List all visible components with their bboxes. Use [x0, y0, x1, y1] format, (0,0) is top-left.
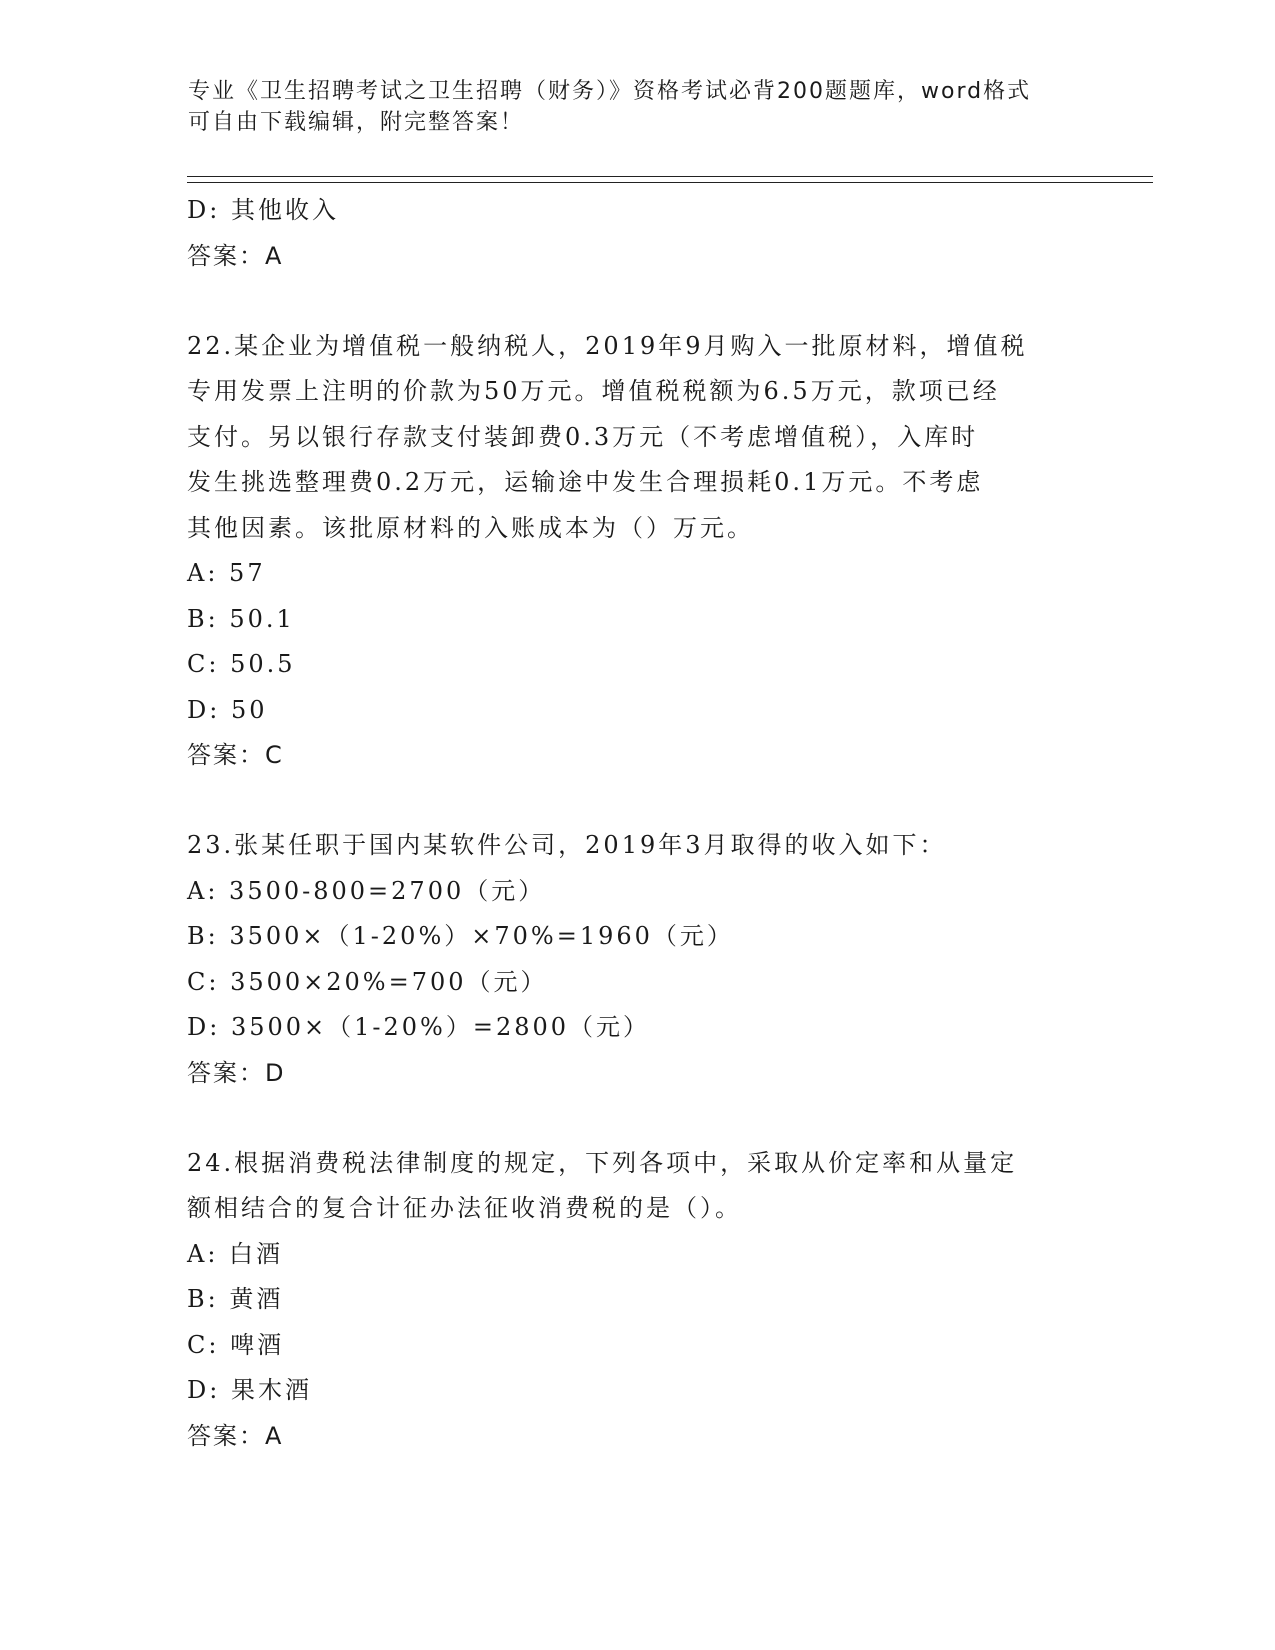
question-23	[187, 823, 1087, 1096]
q22-option-c: C: 50.5	[187, 650, 296, 678]
header-divider-bottom	[187, 182, 1153, 183]
q22-stem-line: 发生挑选整理费0.2万元，运输途中发生合理损耗0.1万元。不考虑	[187, 468, 984, 496]
q21-answer: 答案：A	[187, 241, 284, 270]
q23-option-c: C: 3500×20%=700（元）	[187, 967, 548, 996]
question-24	[187, 1141, 1087, 1459]
q24-stem-line: 24.根据消费税法律制度的规定，下列各项中，采取从价定率和从量定	[187, 1148, 1018, 1177]
q24-option-d: D: 果木酒	[187, 1376, 312, 1404]
q23-answer: 答案：D	[187, 1058, 286, 1087]
q22-option-b: B: 50.1	[187, 604, 295, 633]
q22-answer: 答案：C	[187, 741, 284, 769]
q23-stem-line: 23.张某任职于国内某软件公司，2019年3月取得的收入如下：	[187, 831, 947, 859]
question-22	[187, 324, 1087, 779]
q22-stem-line: 支付。另以银行存款支付装卸费0.3万元（不考虑增值税），入库时	[187, 422, 979, 451]
q23-option-d: D: 3500×（1-20%）=2800（元）	[187, 1013, 651, 1041]
question-gap	[187, 279, 1087, 324]
header-line-1: 专业《卫生招聘考试之卫生招聘（财务）》资格考试必背200题题库，word格式	[188, 79, 1032, 104]
q21-option-d: D: 其他收入	[187, 196, 339, 224]
q23-option-a: A: 3500-800=2700（元）	[187, 876, 546, 905]
q24-answer: 答案：A	[187, 1421, 284, 1450]
question-content	[187, 188, 1087, 1459]
question-gap	[187, 1096, 1087, 1141]
q22-stem-line: 22.某企业为增值税一般纳税人，2019年9月购入一批原材料，增值税	[187, 331, 1028, 360]
q24-option-c: C: 啤酒	[187, 1330, 285, 1359]
q22-option-d: D: 50	[187, 695, 268, 724]
q22-stem-line: 其他因素。该批原材料的入账成本为（）万元。	[187, 513, 754, 542]
header-divider-top	[187, 176, 1153, 177]
q24-option-a: A: 白酒	[187, 1239, 284, 1268]
header-line-2: 可自由下载编辑，附完整答案！	[188, 110, 525, 135]
document-header	[188, 76, 1088, 138]
q24-option-b: B: 黄酒	[187, 1285, 284, 1313]
question-gap	[187, 778, 1087, 823]
q22-stem-line: 专用发票上注明的价款为50万元。增值税税额为6.5万元，款项已经	[187, 377, 1000, 405]
q24-stem-line: 额相结合的复合计征办法征收消费税的是（）。	[187, 1194, 742, 1222]
q23-option-b: B: 3500×（1-20%）×70%=1960（元）	[187, 922, 734, 950]
q22-option-a: A: 57	[187, 559, 266, 587]
